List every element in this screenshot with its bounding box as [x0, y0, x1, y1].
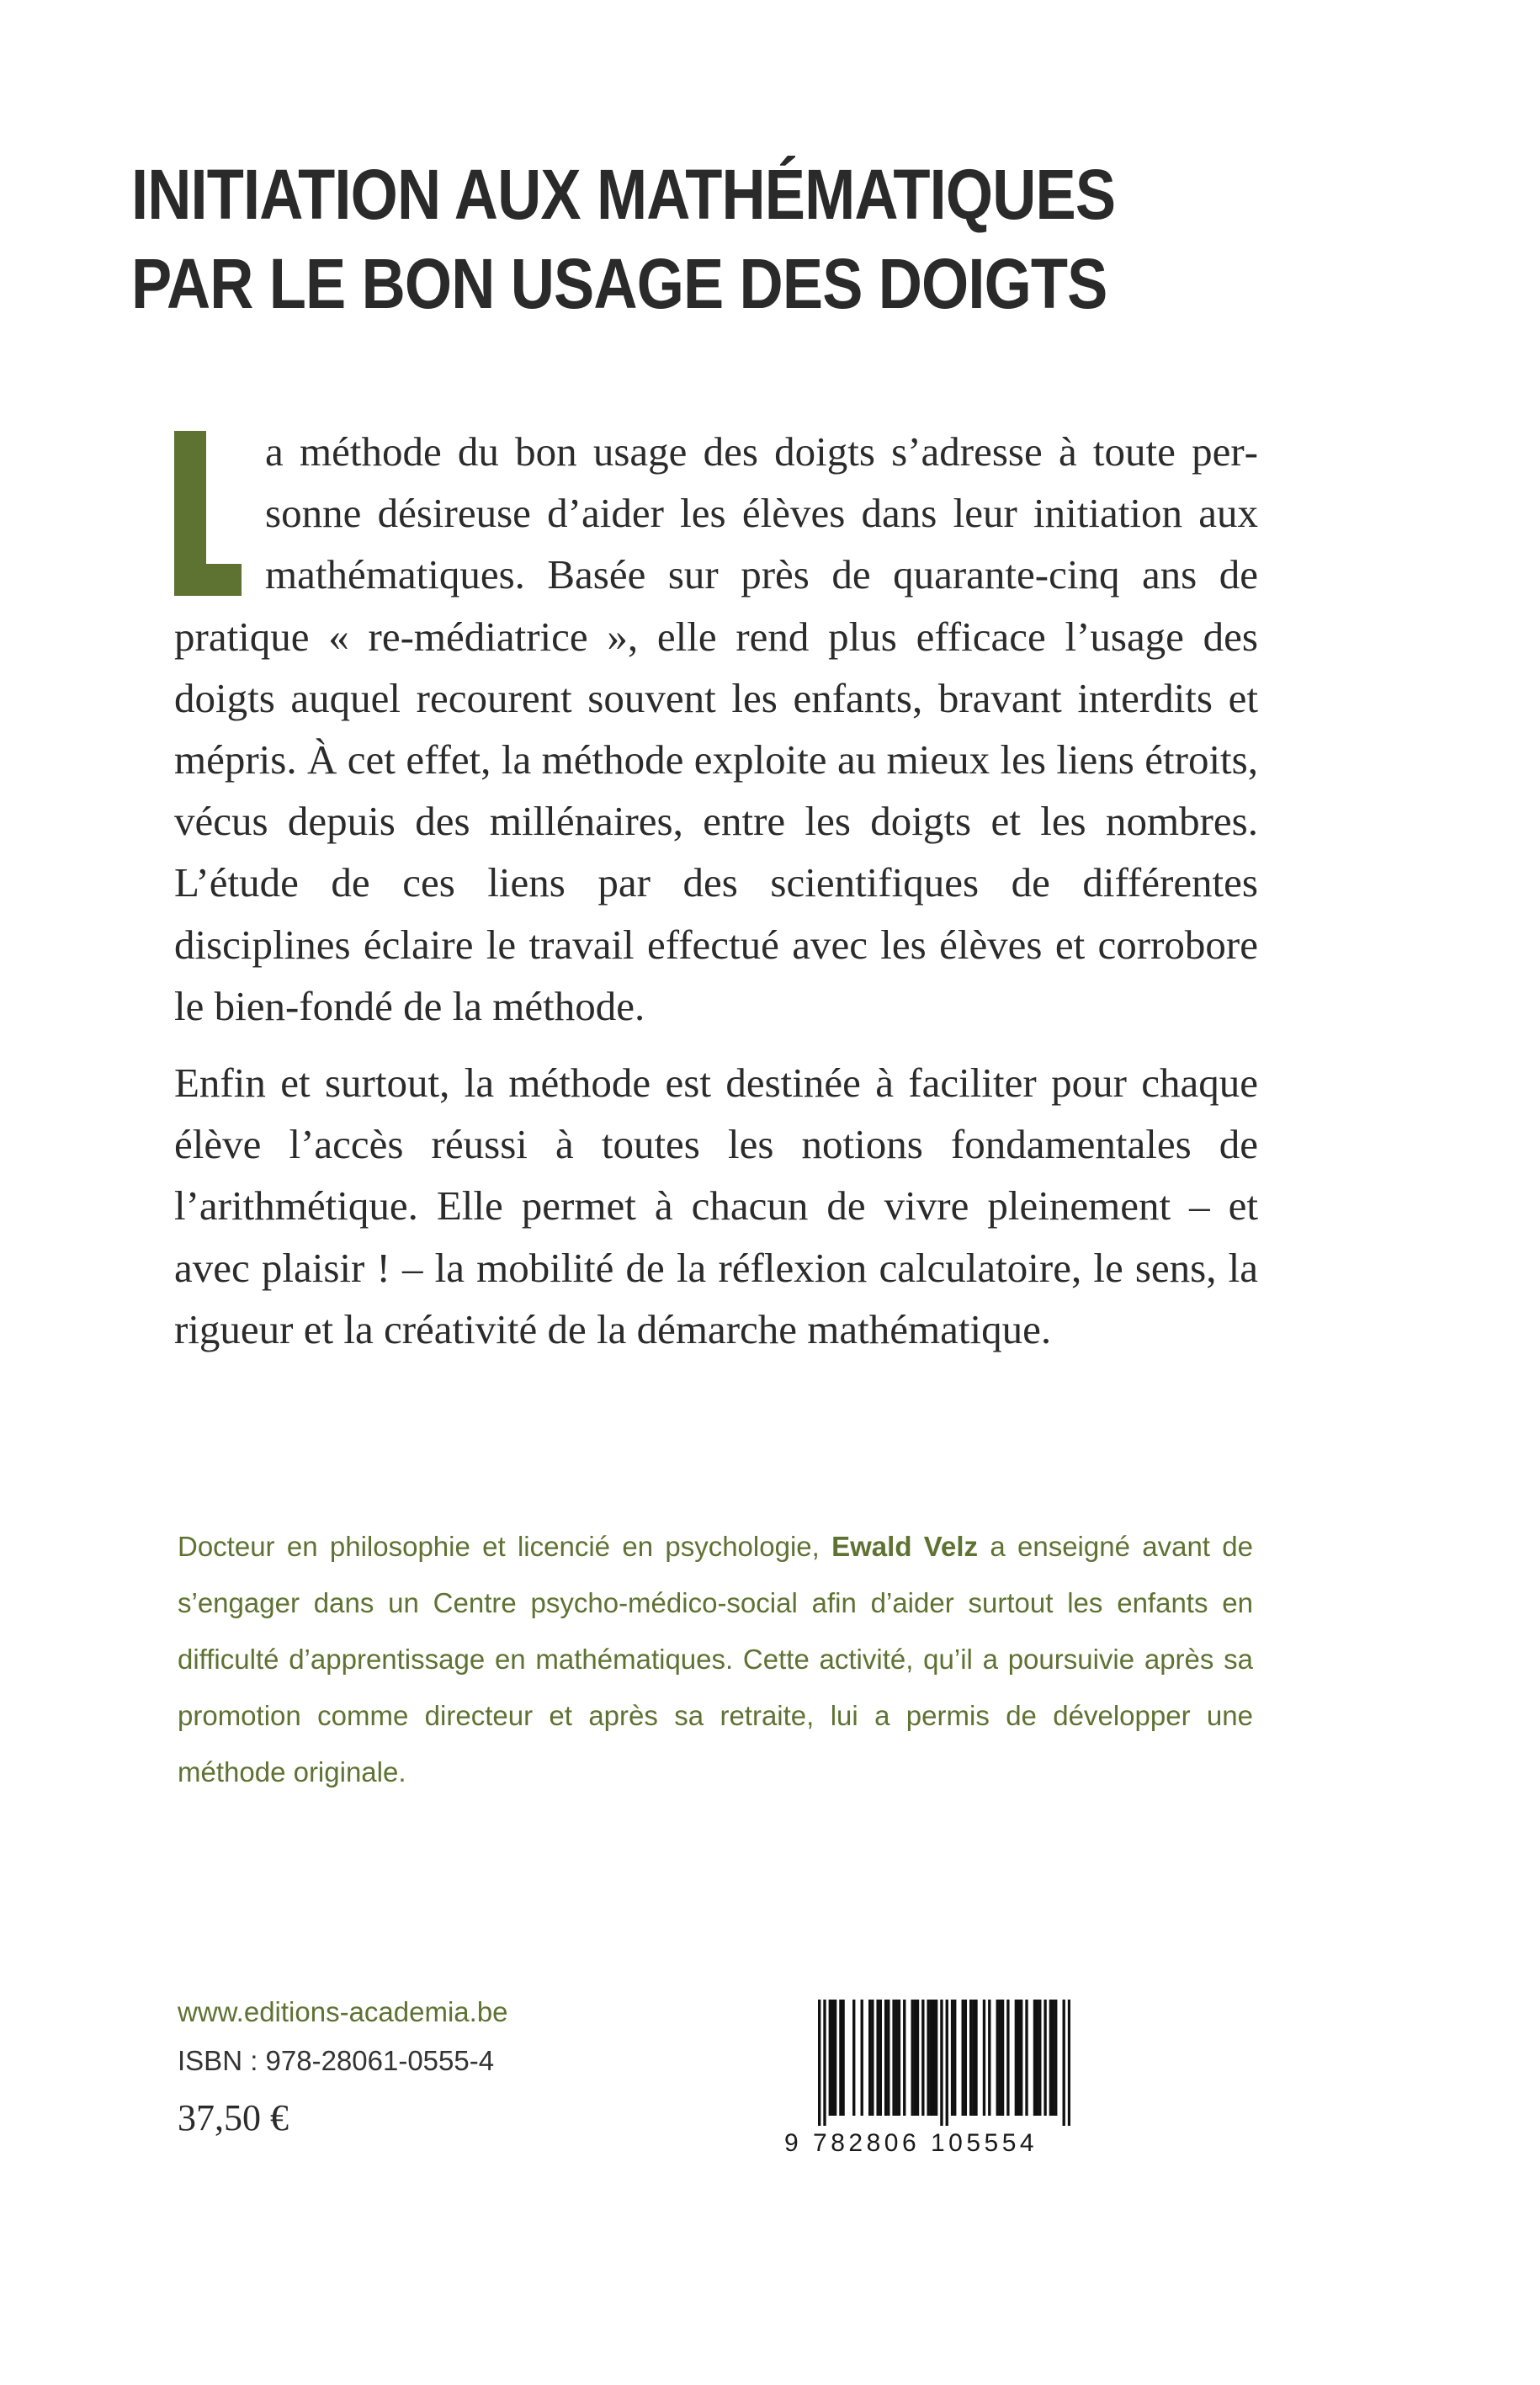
barcode-bar	[1068, 2000, 1070, 2126]
isbn-number: ISBN : 978-28061-0555-4	[178, 2045, 495, 2076]
author-bio	[178, 1518, 1253, 1800]
barcode-bar	[996, 2000, 999, 2116]
barcode-bar	[927, 2000, 929, 2116]
barcode-bar	[1025, 2000, 1028, 2116]
barcode-bar	[1038, 2000, 1041, 2116]
description-paragraph-1	[174, 421, 1258, 1037]
barcode-bar	[932, 2000, 935, 2116]
barcode-bar	[823, 2000, 826, 2126]
barcode-bar	[898, 2000, 900, 2116]
barcode-bar	[969, 2000, 972, 2116]
barcode-bar	[818, 2000, 820, 2126]
barcode-bar	[895, 2000, 898, 2116]
barcode-bar	[935, 2000, 937, 2116]
barcode-bar	[946, 2000, 948, 2126]
barcode-bar	[861, 2000, 863, 2116]
barcode-bar	[911, 2000, 914, 2116]
bio-intro: Docteur en philosophie et licencié en psychologie,	[178, 1531, 832, 1562]
barcode-digits: 9 782806 105554	[784, 2129, 1038, 2157]
barcode-bar	[1015, 2000, 1017, 2116]
barcode-bar	[834, 2000, 836, 2116]
barcode-bar	[964, 2000, 967, 2116]
barcode-bar	[839, 2000, 842, 2116]
barcode-bar	[983, 2000, 985, 2116]
barcode-bar	[999, 2000, 1001, 2116]
description-paragraph-2: Enfin et surtout, la méthode est destinée à faciliter pour chaque élève l’accès réussi à toutes les notions fondamentales de l’arithmétique. Elle permet à chacun de vivre pleinement – et avec plaisir ! – la mobilité de la réflexion calculatoire, le sens, la rigueur et la créativité de la démarche mathématique.	[174, 1060, 1258, 1352]
barcode-bar	[829, 2000, 831, 2116]
barcode-bar	[972, 2000, 974, 2116]
barcode-bar	[1006, 2000, 1009, 2116]
title-line-1: INITIATION AUX MATHÉMATIQUES	[131, 155, 1116, 234]
barcode-bar	[953, 2000, 956, 2116]
barcode-bar	[988, 2000, 990, 2116]
barcode-bar	[962, 2000, 964, 2116]
barcode-bar	[951, 2000, 953, 2116]
barcode-bar	[884, 2000, 887, 2116]
barcode-bar	[831, 2000, 834, 2116]
drop-cap	[174, 431, 242, 596]
barcode-bar	[1054, 2000, 1057, 2116]
barcode-bar	[1001, 2000, 1004, 2116]
barcode-bar	[974, 2000, 977, 2116]
barcode-bars	[818, 2000, 1070, 2126]
barcode-bar	[868, 2000, 871, 2116]
barcode-bar	[930, 2000, 932, 2116]
barcode-bar	[1049, 2000, 1052, 2116]
publisher-website-link[interactable]: www.editions-academia.be	[178, 1996, 508, 2027]
book-title	[131, 150, 1261, 328]
barcode-bar	[1017, 2000, 1020, 2116]
barcode	[784, 1988, 1097, 2157]
barcode-bar	[903, 2000, 905, 2116]
description	[174, 421, 1258, 1360]
barcode-bar	[871, 2000, 874, 2116]
author-name: Ewald Velz	[831, 1531, 979, 1562]
barcode-bar	[876, 2000, 879, 2116]
barcode-bar	[1063, 2000, 1065, 2126]
barcode-bar	[940, 2000, 943, 2126]
barcode-bar	[842, 2000, 844, 2116]
barcode-bar	[892, 2000, 895, 2116]
barcode-bar	[1043, 2000, 1046, 2116]
barcode-bar	[916, 2000, 919, 2116]
barcode-bar	[1033, 2000, 1036, 2116]
barcode-bar	[887, 2000, 889, 2116]
barcode-bar	[852, 2000, 855, 2116]
paragraph-1-text: a méthode du bon usage des doigts s’adresse à toute personne désireuse d’aider les élèves dans leur initiation aux mathématiques. Basée sur près de quarante-cinq ans de pratique « re-médiatrice », elle rend plus efficace l’usage des doigts auquel recourent souvent les enfants, bravant interdits et mépris. À cet effet, la méthode exploite au mieux les liens étroits, vécus depuis des millénaires, entre les doigts et les nombres. L’étude de ces liens par des scientifiques de différentes disciplines éclaire le travail effectué avec les élèves et corrobore le bien-fondé de la méthode.	[174, 428, 1258, 1029]
barcode-bar	[921, 2000, 924, 2116]
barcode-bar	[1020, 2000, 1022, 2116]
publisher-info	[178, 1988, 508, 2143]
barcode-bar	[1036, 2000, 1038, 2116]
bio-rest: a enseigné avant de s’engager dans un Centre psycho-médico-social afin d’aider surtout les enfants en difficulté d’apprentissage en mathématiques. Cette activité, qu’il a poursuivie après sa promotion comme directeur et après sa retraite, lui a permis de développer une méthode originale.	[178, 1531, 1253, 1787]
title-line-2: PAR LE BON USAGE DES DOIGTS	[131, 244, 1107, 323]
barcode-bar	[1052, 2000, 1054, 2116]
barcode-bar	[914, 2000, 916, 2116]
price: 37,50 €	[178, 2097, 289, 2138]
barcode-bar	[879, 2000, 882, 2116]
